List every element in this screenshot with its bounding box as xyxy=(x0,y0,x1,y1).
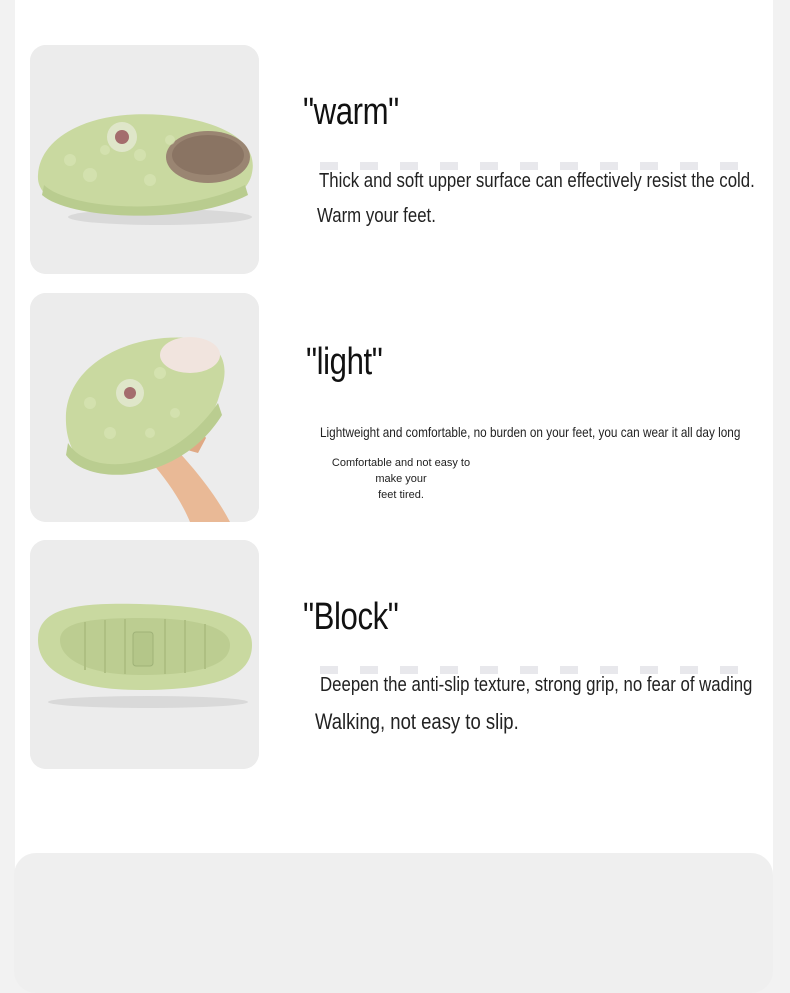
feature-line-warm-1: Thick and soft upper surface can effectively resist the cold. xyxy=(319,170,755,192)
feature-title-warm: "warm" xyxy=(303,91,399,133)
slipper-sole-view-icon xyxy=(30,540,259,769)
feature-subtext-line-2: feet tired. xyxy=(378,489,424,501)
feature-line-light-1: Lightweight and comfortable, no burden on your feet, you can wear it all day long xyxy=(320,424,741,440)
next-section-card xyxy=(14,853,773,993)
feature-line-block-2: Walking, not easy to slip. xyxy=(315,709,519,734)
light-slipper-image xyxy=(30,293,259,522)
warm-slipper-image xyxy=(30,45,259,274)
slipper-held-in-hand-icon xyxy=(30,293,259,522)
feature-title-light: "light" xyxy=(306,341,383,383)
feature-line-block-1: Deepen the anti-slip texture, strong grip, no fear of wading xyxy=(320,674,753,696)
faded-text-artifact xyxy=(320,666,740,674)
feature-title-block: "Block" xyxy=(303,596,399,638)
feature-line-warm-2: Warm your feet. xyxy=(317,205,436,227)
slipper-side-view-icon xyxy=(30,45,259,274)
feature-subtext-light xyxy=(321,455,481,503)
feature-subtext-line-1: Comfortable and not easy to make your xyxy=(331,457,471,485)
block-slipper-image xyxy=(30,540,259,769)
faded-text-artifact xyxy=(320,162,740,170)
